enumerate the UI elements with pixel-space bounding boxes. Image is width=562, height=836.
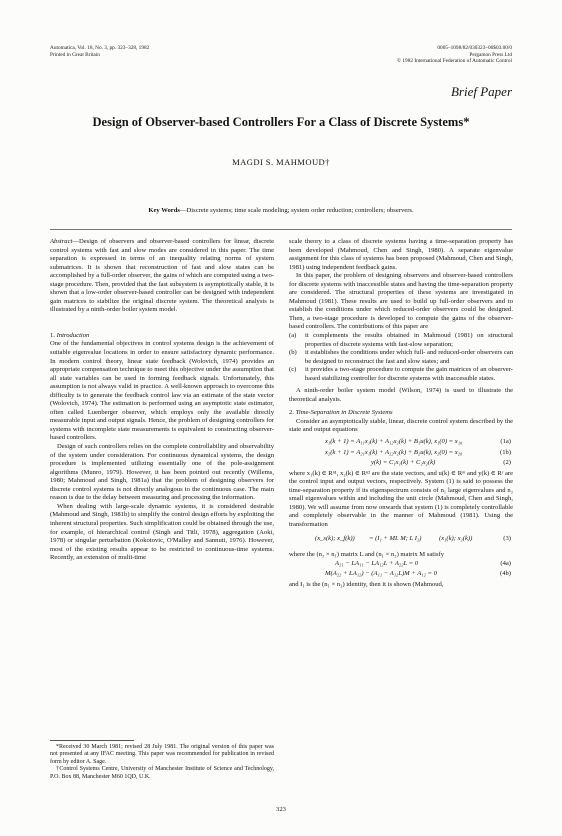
contribution-item <box>289 366 513 383</box>
item-tag: (c) <box>289 366 297 374</box>
header-divider <box>50 229 512 230</box>
item-tag: (a) <box>289 332 297 340</box>
keywords-text: —Discrete systems; time scale modeling; system order reduction; controllers; observers. <box>179 207 414 214</box>
left-column <box>50 238 274 563</box>
equation-number: (4a) <box>500 559 511 567</box>
equation-2 <box>289 459 513 470</box>
abstract-label: Abstract <box>50 238 73 245</box>
equation-body: x₂(k + 1) = A₂₁x₁(k) + A₂₂x₂(k) + B₂u(k), x₂(0) = x₂₀ <box>325 448 463 456</box>
equation-number: (1a) <box>500 438 511 446</box>
item-text: it establishes the conditions under which full- and reduced-order observers can be designed to reconstruct the fast and slow states; and <box>305 349 513 365</box>
body-paragraph: In this paper, the problem of designing observers and observer-based controllers for discrete systems with inaccessible states and having the time-separation property are considered. The structural properties of these systems are investigated in Mahmoud (1981). These results are used to build up full-order observers and to establish the conditions under which reduced-order observers could be designed. Then, a two-stage procedure is developed to compute the gains of the observer-based controllers. The contributions of this paper are <box>289 272 513 331</box>
intro-number: 1. <box>50 331 55 339</box>
intro-heading <box>50 332 274 341</box>
intro-heading-text: Introduction <box>56 331 90 339</box>
equation-number: (4b) <box>500 570 511 578</box>
item-text: it provides a two-stage procedure to compute the gain matrices of an observer-based stabilizing controller for discrete systems with inaccessible states. <box>305 366 513 382</box>
page-number: 323 <box>276 806 286 813</box>
body-paragraph: where the (n₂ × n₁) matrix L and (n₁ × n₂) matrix M satisfy <box>289 551 445 559</box>
abstract <box>50 238 274 315</box>
equation-rhs: (x₁(k); x₂(k)) <box>439 535 473 543</box>
body-paragraph: where x₁(k) ∈ Rⁿ¹, x₂(k) ∈ Rⁿ² are the state vectors, and u(k) ∈ Rᵐ and y(k) ∈ Rʳ are the control input and output vectors, respectively. System (1) is said to possess the time-separation property if its eigenspectrum consists of n₁ large eigenvalues and n₂ small eigenvalues within and including the unit circle (Mahmoud, Chen and Singh, 1980). We will assume from now onwards that system (1) is completely controllable and completely observable in the manner of Mahmoud (1981). Using the transformation <box>289 469 513 528</box>
publisher-header <box>330 45 512 65</box>
journal-header <box>50 45 270 58</box>
section2-heading-text: Time-Separation in Discrete Systems <box>295 409 393 417</box>
equation-matrix: = (I₁ + ML M; L I₂) <box>369 535 422 543</box>
publisher: Pergamon Press Ltd <box>469 51 512 58</box>
item-text: it complements the results obtained in Mahmoud (1981) on structural properties of discrete systems with fast-slow separation; <box>305 332 513 348</box>
equation-1b <box>289 449 513 460</box>
equation-number: (2) <box>503 459 511 467</box>
equation-body: M(A₂₂ + LA₁₂) − (A₁₁ − A₁₂L)M + A₁₂ = 0 <box>325 570 437 578</box>
equation-body: y(k) = C₁x₁(k) + C₂x₂(k) <box>371 459 436 467</box>
intro-paragraph: One of the fundamental objectives in control systems design is the achievement of suitable eigenvalue locations in order to ensure satisfactory dynamic performance. In modern control theory, linear state feedback (Wolovich, 1974) provides an appropriate compensation technique to meet this objective under the assumption that all state variables can be used in forming feedback signals. Unfortunately, this assumption is not always valid in practice. A well-known approach to overcome this difficulty is to generate the feedback control law via an estimate of the state vector (Wolovich, 1974). The estimation is performed using an asymptotic state estimator, often called Luenberger observer, which employs only the available directly measurable input and output signals. Hence, the problem of designing controllers for systems with incomplete state measurements is equivalent to constructing observer-based controllers. <box>50 340 274 442</box>
equation-number: (1b) <box>500 448 511 456</box>
footnote-affiliation: †Control Systems Centre, University of Manchester Institute of Science and Technology, P.O. Box 88, Manchester M60 1QD, U.K. <box>50 766 274 780</box>
equation-body: x₁(k + 1) = A₁₁x₁(k) + A₁₂x₂(k) + B₁u(k), x₁(0) = x₁₀ <box>325 438 463 446</box>
equation-body: A₂₁ − LA₁₁ − LA₁₂L + A₂₂L = 0 <box>335 559 419 567</box>
footnote-divider <box>50 740 134 741</box>
printed-note: Printed in Great Britain <box>50 51 100 58</box>
keywords-label: Key Words <box>148 207 180 214</box>
equation-1a <box>289 438 513 449</box>
section2-heading <box>289 409 513 418</box>
body-paragraph: A ninth-order boiler system model (Wilson, 1974) is used to illustrate the theoretical analysis. <box>289 387 513 403</box>
keywords <box>50 207 512 214</box>
journal-citation: Automatica, Vol. 18, No. 3, pp. 323–328, 1982 <box>50 45 150 51</box>
body-paragraph: Consider an asymptotically stable, linear, discrete control system described by the state and output equations <box>289 417 513 434</box>
section2-number: 2. <box>289 409 294 417</box>
contribution-item <box>289 349 513 366</box>
intro-paragraph: Design of such controllers relies on the complete controllability and observability of the system under consideration. For continuous dynamical systems, the design procedure is implemented utilizing essentially one of the pole-assignment algorithms (Munro, 1979). However, it has been pointed out recently (Willems, 1980; Mahmoud and Singh, 1981a) that the problem of designing observers for discrete control systems is not directly analogous to the continuous case. The main reason is due to the delay between measuring and processing the information. <box>50 443 274 502</box>
equation-4a <box>289 560 513 571</box>
right-column <box>289 238 513 589</box>
body-paragraph: scale theory to a class of discrete systems having a time-separation property has been developed (Mahmoud, Chen and Singh, 1980). A separate eigenvalue assignment for this class of systems has been proposed (Mahmoud, Chen and Singh, 1981) using independent feedback gains. <box>289 238 513 271</box>
contribution-item <box>289 332 513 349</box>
section-type: Brief Paper <box>450 84 512 99</box>
footnotes <box>50 744 274 781</box>
body-paragraph: and I₁ is the (n₁ × n₁) identity, then it is shown (Mahmoud, <box>289 580 444 588</box>
equation-4b <box>289 570 513 581</box>
intro-paragraph: When dealing with large-scale dynamic systems, it is considered desirable (Mahmoud and Singh, 1981b) to simplify the control design efforts by exploiting the inherent structural properties. Such simplification could be obtained through the use, for example, of hierarchical control (Singh and Titli, 1978), aggregation (Aoki, 1978) or singular perturbation (Kokotovic, O'Malley and Sannuti, 1976). However, most of the existing results appear to be restricted to continuous-time systems. Recently, an extension of multi-time <box>50 502 274 562</box>
copyright: © 1982 International Federation of Automatic Control <box>397 58 512 65</box>
author: MAGDI S. MAHMOUD† <box>232 157 330 167</box>
abstract-text: —Design of observers and observer-based controllers for linear, discrete control systems with fast and slow modes are considered in this paper. The time separation is expressed in terms of an inequality relating norms of system submatrices. It is shown that reconstruction of fast and slow states can be accomplished by a full-order observer, the gains of which are computed using a two-stage procedure. Then, provided that the fast subsystem is asymptotically stable, it is shown that a low-order observer-based controller can be designed with independent gain matrices to stabilize the original discrete system. The theoretical analysis is illustrated by a ninth-order boiler system model. <box>50 238 274 314</box>
paper-title: Design of Observer-based Controllers For a Class of Discrete Systems* <box>92 115 470 129</box>
equation-3 <box>289 529 513 551</box>
issn: 0005–1098/82/030323–06$03.00/0 <box>437 45 512 51</box>
equation-lhs: (x_s(k); x_f(k)) <box>315 535 355 543</box>
equation-number: (3) <box>503 535 511 543</box>
footnote-received: *Received 30 March 1981; revised 28 July 1981. The original version of this paper was not presented at any IFAC meeting. This paper was recommended for publication in revised form by editor A. Sage. <box>50 744 274 765</box>
item-tag: (b) <box>289 349 297 357</box>
